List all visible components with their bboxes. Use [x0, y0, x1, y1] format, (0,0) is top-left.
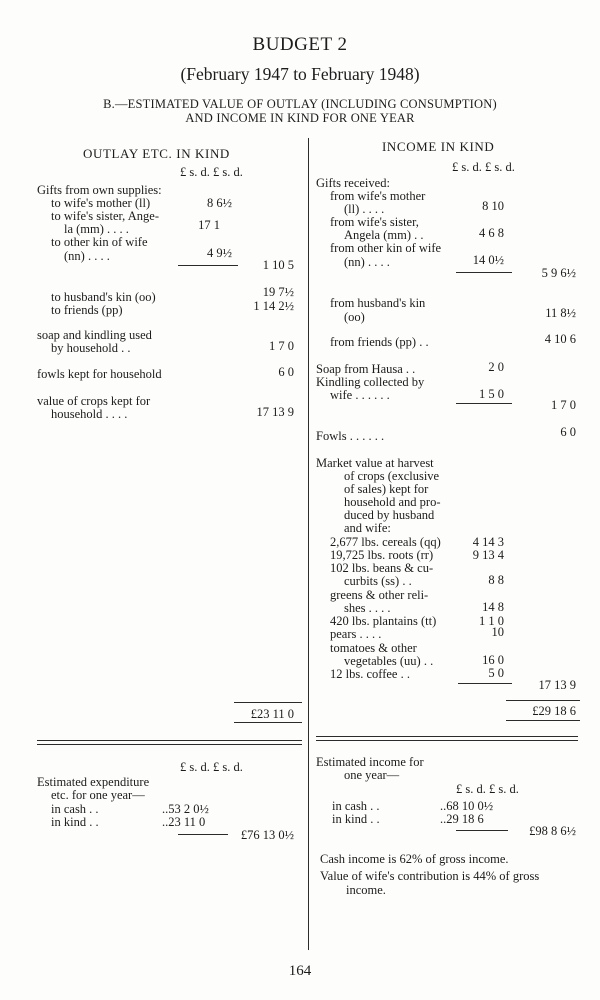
outlay-husband-kin-value: 19 7½	[262, 285, 294, 299]
income-fowls-value: 6 0	[560, 425, 576, 439]
income-soap-value: 2 0	[488, 360, 504, 374]
outlay-sister-label-2: la (mm) . . . .	[64, 222, 129, 236]
income-cereals-value: 4 14 3	[472, 535, 504, 549]
left-separator-rule-2	[37, 744, 302, 745]
income-kin-value: 14 0½	[472, 253, 504, 267]
outlay-gifts-heading: Gifts from own supplies:	[37, 183, 162, 197]
wife-contribution-note-2: income.	[346, 883, 386, 897]
outlay-sister-label-1: to wife's sister, Ange-	[51, 209, 159, 223]
income-beans-label-2: curbits (ss) . .	[344, 574, 412, 588]
outlay-total: £23 11 0	[250, 707, 294, 721]
income-summary-total: £98 8 6½	[529, 824, 576, 838]
right-separator-rule-2	[316, 740, 578, 741]
income-summary-cash-label: in cash . .	[332, 799, 380, 813]
outlay-kin-label-2: (nn) . . . .	[64, 249, 110, 263]
page-number: 164	[288, 963, 312, 979]
right-separator-rule-1	[316, 736, 578, 737]
income-kin-label-2: (nn) . . . .	[344, 255, 390, 269]
income-currency-header: £ s. d. £ s. d.	[452, 160, 515, 174]
outlay-mother-label: to wife's mother (ll)	[51, 196, 151, 210]
income-kindling-value: 1 5 0	[479, 387, 504, 401]
income-gifts-heading: Gifts received:	[316, 176, 390, 190]
outlay-crops-label-1: value of crops kept for	[37, 394, 151, 408]
income-crops-total: 17 13 9	[538, 678, 576, 692]
income-friends-label: from friends (pp) . .	[330, 335, 429, 349]
outlay-kin-value: 4 9½	[207, 246, 232, 260]
income-gifts-rule	[456, 272, 512, 273]
outlay-fowls-label: fowls kept for household	[37, 367, 162, 381]
income-sister-value: 4 6 8	[479, 226, 504, 240]
expenditure-kind-value: ..23 11 0	[162, 815, 206, 829]
left-separator-rule-1	[37, 740, 302, 741]
expenditure-label-1: Estimated expenditure	[37, 775, 150, 789]
expenditure-cash-value: ..53 2 0½	[162, 802, 209, 816]
outlay-currency-header: £ s. d. £ s. d.	[180, 165, 243, 179]
income-market-line-6: and wife:	[344, 521, 391, 535]
income-kindling-label-2: wife . . . . . .	[330, 388, 390, 402]
income-tomatoes-label-2: vegetables (uu) . .	[344, 654, 434, 668]
income-summary-currency-header: £ s. d. £ s. d.	[456, 782, 519, 796]
wife-contribution-note-1: Value of wife's contribution is 44% of gross	[320, 869, 540, 883]
outlay-friends-label: to friends (pp)	[51, 303, 123, 317]
income-summary-kind-label: in kind . .	[332, 812, 380, 826]
expenditure-total: £76 13 0½	[240, 828, 294, 842]
income-greens-label-1: greens & other reli-	[330, 588, 429, 602]
expenditure-label-2: etc. for one year—	[51, 788, 145, 802]
income-beans-value: 8 8	[488, 573, 504, 587]
income-kin-label-1: from other kin of wife	[330, 241, 442, 255]
income-friends-value: 4 10 6	[544, 332, 576, 346]
income-greens-label-2: shes . . . .	[344, 601, 391, 615]
income-total-rule-bottom	[506, 720, 580, 721]
income-husband-kin-value: 11 8½	[545, 306, 576, 320]
income-sister-label-1: from wife's sister,	[330, 215, 419, 229]
outlay-total-rule-bottom	[234, 722, 302, 723]
income-total: £29 18 6	[532, 704, 576, 718]
income-coffee-label: 12 lbs. coffee . .	[330, 667, 410, 681]
income-tomatoes-value: 16 0	[482, 653, 504, 667]
income-market-line-4: household and pro-	[344, 495, 441, 509]
expenditure-kind-label: in kind . .	[51, 815, 99, 829]
section-title-line1: B.—ESTIMATED VALUE OF OUTLAY (INCLUDING CONSUMPTION)	[103, 97, 497, 111]
outlay-total-rule-top	[234, 702, 302, 703]
outlay-crops-value: 17 13 9	[256, 405, 294, 419]
column-divider	[308, 138, 309, 950]
income-total-rule-top	[506, 700, 580, 701]
outlay-soap-label-2: by household . .	[51, 341, 131, 355]
income-mother-label-2: (ll) . . . .	[344, 202, 385, 216]
income-plantains-label: 420 lbs. plantains (tt)	[330, 614, 437, 628]
outlay-husband-kin-label: to husband's kin (oo)	[51, 290, 156, 304]
income-summary-cash-value: ..68 10 0½	[440, 799, 494, 813]
income-pears-label: pears . . . .	[330, 627, 382, 641]
income-greens-value: 14 8	[482, 600, 504, 614]
income-market-line-1: Market value at harvest	[316, 456, 434, 470]
income-roots-value: 9 13 4	[472, 548, 504, 562]
outlay-crops-label-2: household . . . .	[51, 407, 128, 421]
income-coffee-value: 5 0	[488, 666, 504, 680]
outlay-fowls-value: 6 0	[278, 365, 294, 379]
budget-period: (February 1947 to February 1948)	[180, 64, 420, 84]
cash-income-note: Cash income is 62% of gross income.	[320, 852, 509, 866]
income-summary-rule	[456, 830, 508, 831]
income-kindling-label-1: Kindling collected by	[316, 375, 425, 389]
outlay-kin-label-1: to other kin of wife	[51, 235, 148, 249]
income-gifts-total: 5 9 6½	[541, 266, 576, 280]
income-crops-rule	[458, 683, 512, 684]
outlay-soap-label-1: soap and kindling used	[37, 328, 152, 342]
outlay-gifts-total: 1 10 5	[262, 258, 294, 272]
outlay-sister-value: 17 1	[198, 218, 220, 232]
outlay-mother-value: 8 6½	[207, 196, 232, 210]
income-summary-kind-value: ..29 18 6	[440, 812, 484, 826]
expenditure-cash-label: in cash . .	[51, 802, 99, 816]
income-market-line-5: duced by husband	[344, 508, 435, 522]
income-soap-label: Soap from Hausa . .	[316, 362, 416, 376]
income-summary-label-1: Estimated income for	[316, 755, 424, 769]
income-plantains-value: 1 1 0	[479, 614, 504, 628]
income-summary-label-2: one year—	[344, 768, 400, 782]
income-kindling-rule	[456, 403, 512, 404]
section-title-line2: AND INCOME IN KIND FOR ONE YEAR	[185, 111, 415, 125]
income-beans-label-1: 102 lbs. beans & cu-	[330, 561, 434, 575]
income-mother-label-1: from wife's mother	[330, 189, 426, 203]
income-pears-value: 10	[491, 625, 504, 639]
income-roots-label: 19,725 lbs. roots (rr)	[330, 548, 434, 562]
section-title	[0, 97, 600, 125]
income-cereals-label: 2,677 lbs. cereals (qq)	[330, 535, 441, 549]
income-market-line-2: of crops (exclusive	[344, 469, 440, 483]
outlay-gifts-rule	[178, 265, 238, 266]
income-husband-kin-label-1: from husband's kin	[330, 296, 426, 310]
expenditure-rule	[178, 834, 228, 835]
outlay-heading: OUTLAY ETC. IN KIND	[83, 146, 230, 161]
outlay-friends-value: 1 14 2½	[253, 299, 294, 313]
income-sister-label-2: Angela (mm) . .	[344, 228, 424, 242]
page-title: BUDGET 2	[252, 34, 348, 55]
income-tomatoes-label-1: tomatoes & other	[330, 641, 417, 655]
expenditure-currency-header: £ s. d. £ s. d.	[180, 760, 243, 774]
income-mother-value: 8 10	[482, 199, 504, 213]
income-fowls-label: Fowls . . . . . .	[316, 429, 385, 443]
income-husband-kin-label-2: (oo)	[344, 310, 365, 324]
income-market-line-3: of sales) kept for	[344, 482, 429, 496]
income-soap-kindling-total: 1 7 0	[551, 398, 576, 412]
outlay-soap-value: 1 7 0	[269, 339, 294, 353]
income-heading: INCOME IN KIND	[382, 139, 495, 154]
